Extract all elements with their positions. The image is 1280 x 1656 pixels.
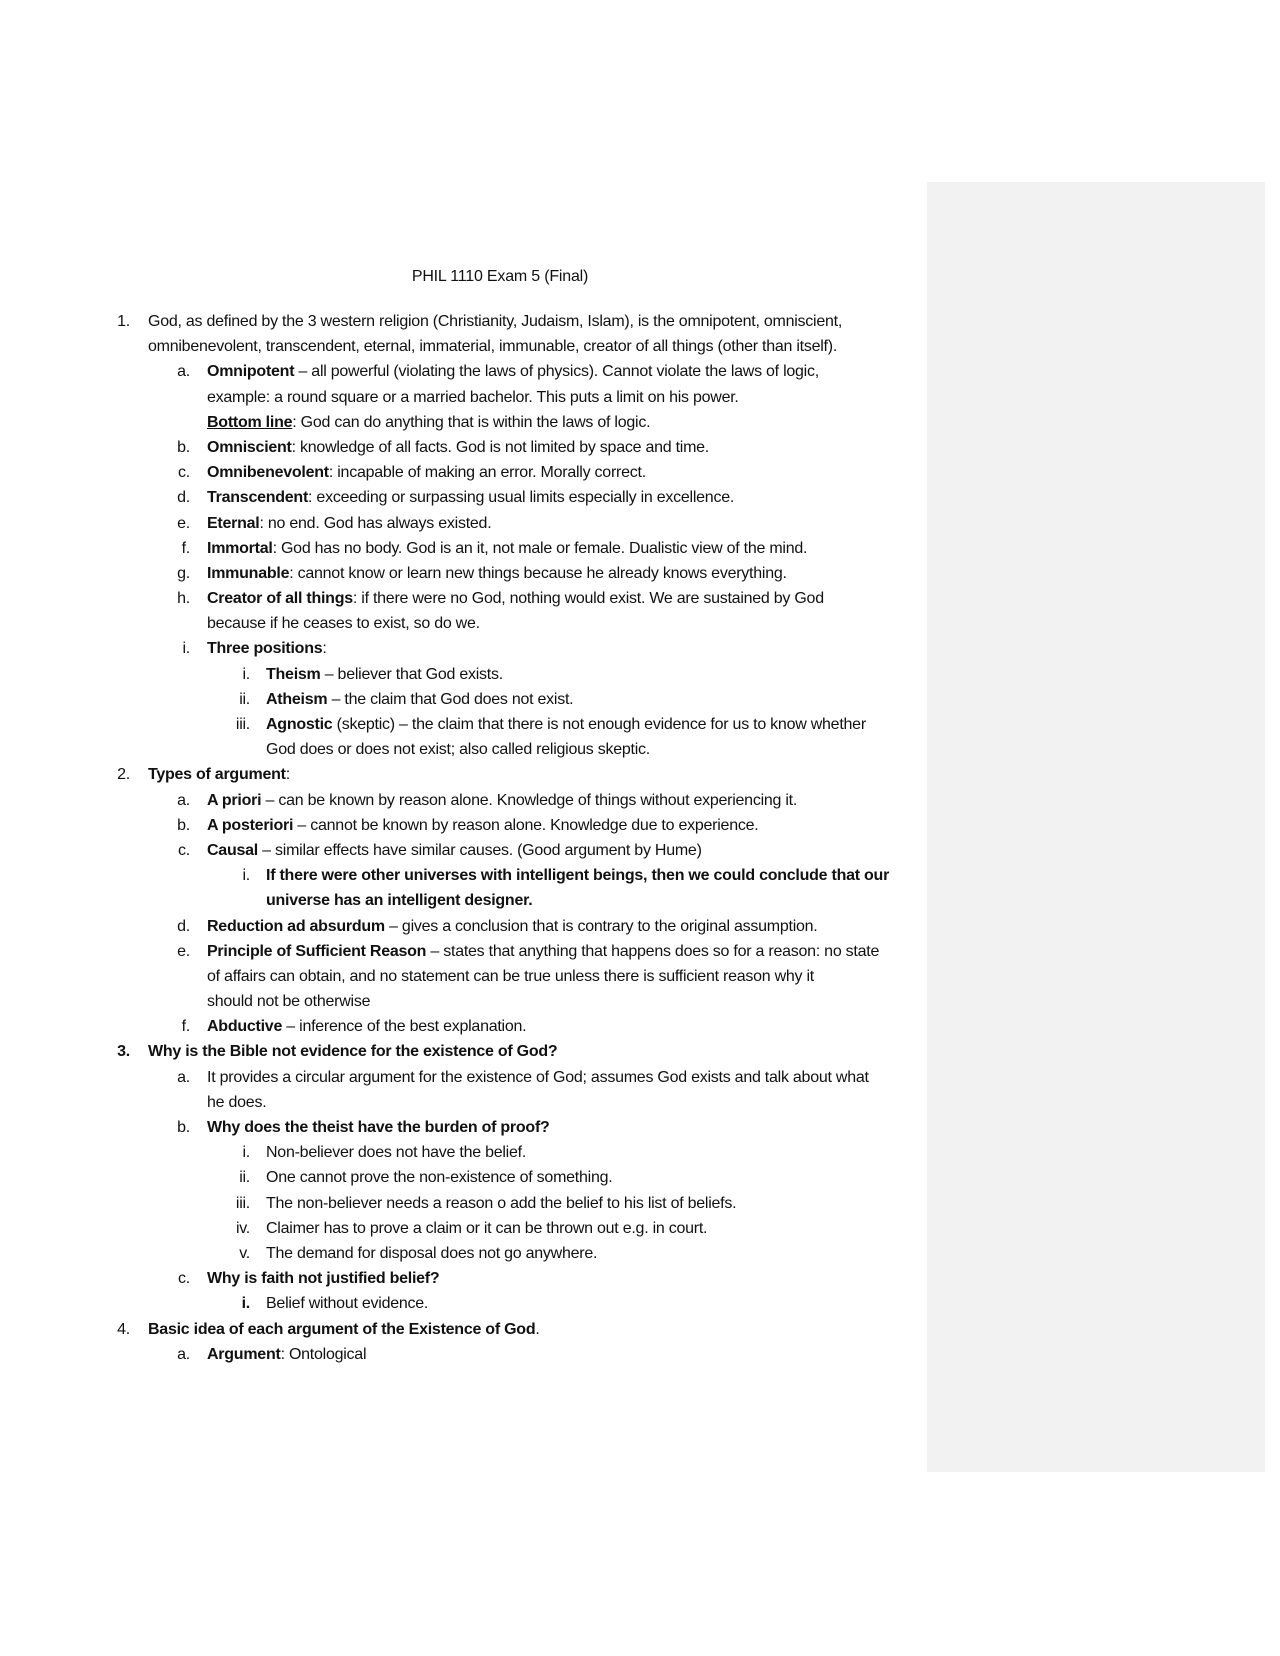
outline-line xyxy=(0,1090,930,1115)
text-run: The demand for disposal does not go anywhere. xyxy=(266,1244,598,1262)
line-text xyxy=(148,309,842,334)
line-text xyxy=(207,561,787,586)
line-text xyxy=(207,586,824,611)
outline-line xyxy=(0,1241,930,1266)
list-marker: c. xyxy=(178,464,190,482)
line-text xyxy=(266,888,532,913)
list-marker: a. xyxy=(177,363,190,381)
term-label: Why does the theist have the burden of proof? xyxy=(207,1119,550,1136)
term-label: Immortal xyxy=(207,539,273,557)
text-run: : no end. God has always existed. xyxy=(259,514,492,532)
term-label: Omnibenevolent xyxy=(207,464,329,482)
line-text xyxy=(207,536,807,561)
term-label: Three positions xyxy=(207,640,323,658)
term-label: A posteriori xyxy=(207,816,294,834)
text-run: – the claim that God does not exist. xyxy=(327,690,574,708)
outline-line xyxy=(0,1191,930,1216)
line-text xyxy=(207,964,814,989)
text-run: God does or does not exist; also called religious skeptic. xyxy=(266,741,650,759)
term-label: Theism xyxy=(266,665,321,683)
text-run: : cannot know or learn new things because he already knows everything. xyxy=(289,564,787,582)
outline-line xyxy=(0,1317,930,1342)
text-run: he does. xyxy=(207,1093,267,1111)
list-marker: i. xyxy=(242,665,250,683)
list-marker: i. xyxy=(242,1144,250,1162)
line-text xyxy=(207,914,818,939)
line-text xyxy=(266,662,503,687)
line-text xyxy=(266,1216,707,1241)
outline-line xyxy=(0,410,930,435)
outline-line xyxy=(0,334,930,359)
text-run: – believer that God exists. xyxy=(320,665,503,683)
line-text xyxy=(266,1241,597,1266)
line-text xyxy=(207,939,879,964)
line-text xyxy=(266,737,650,762)
list-marker: b. xyxy=(177,438,190,456)
text-run: : God can do anything that is within the laws of logic. xyxy=(292,413,651,431)
term-label: Abductive xyxy=(207,1018,283,1036)
line-text xyxy=(207,485,734,510)
outline-line xyxy=(0,1165,930,1190)
line-text xyxy=(207,1342,366,1367)
list-marker: d. xyxy=(177,489,190,507)
line-text xyxy=(207,989,370,1014)
outline-line xyxy=(0,964,930,989)
list-marker: v. xyxy=(239,1244,250,1262)
list-marker: b. xyxy=(177,816,190,834)
outline-line xyxy=(0,662,930,687)
outline-line xyxy=(0,1216,930,1241)
line-text xyxy=(148,1039,557,1064)
text-run: : xyxy=(285,766,290,784)
text-run: : Ontological xyxy=(280,1345,367,1363)
outline-line xyxy=(0,511,930,536)
text-run: Claimer has to prove a claim or it can be thrown out e.g. in court. xyxy=(266,1219,708,1237)
outline-line xyxy=(0,838,930,863)
line-text xyxy=(148,334,837,359)
line-text xyxy=(207,1090,266,1115)
list-marker: a. xyxy=(177,1068,190,1086)
text-run: omnibenevolent, transcendent, eternal, immaterial, immunable, creator of all things (other than itself). xyxy=(148,338,838,356)
outline-line xyxy=(0,385,930,410)
line-text xyxy=(266,712,866,737)
outline-line xyxy=(0,1342,930,1367)
text-run: example: a round square or a married bachelor. This puts a limit on his power. xyxy=(207,388,739,406)
text-run: – states that anything that happens does so for a reason: no state xyxy=(426,942,880,960)
list-marker: ii. xyxy=(239,1169,250,1187)
text-run: God, as defined by the 3 western religion (Christianity, Judaism, Islam), is the omnipotent, omniscient, xyxy=(148,313,843,330)
list-marker: i. xyxy=(241,1295,250,1313)
outline-line xyxy=(0,536,930,561)
page-title: PHIL 1110 Exam 5 (Final) xyxy=(411,268,589,285)
outline-line xyxy=(0,485,930,510)
text-run: – inference of the best explanation. xyxy=(282,1018,527,1036)
text-run: – similar effects have similar causes. (Good argument by Hume) xyxy=(257,841,702,859)
text-run: – can be known by reason alone. Knowledge of things without experiencing it. xyxy=(261,791,798,809)
outline-list xyxy=(0,309,930,1367)
text-run: because if he ceases to exist, so do we. xyxy=(207,615,480,633)
list-marker: e. xyxy=(177,514,190,532)
text-run: (skeptic) – the claim that there is not enough evidence for us to know whether xyxy=(332,716,866,733)
line-text xyxy=(148,762,290,787)
outline-line xyxy=(0,888,930,913)
line-text xyxy=(207,636,327,661)
list-marker: h. xyxy=(177,590,190,608)
term-label: A priori xyxy=(207,791,262,809)
line-text xyxy=(266,1291,428,1316)
text-run: – cannot be known by reason alone. Knowledge due to experience. xyxy=(293,816,759,834)
text-run: The non-believer needs a reason o add the belief to his list of beliefs. xyxy=(266,1194,737,1212)
outline-line xyxy=(0,1065,930,1090)
list-marker: g. xyxy=(177,564,190,582)
list-marker: iv. xyxy=(235,1219,250,1237)
list-marker: ii. xyxy=(239,690,250,708)
line-text xyxy=(266,863,889,888)
line-text xyxy=(207,1014,526,1039)
list-marker: f. xyxy=(181,1018,190,1036)
outline-line xyxy=(0,914,930,939)
outline-line xyxy=(0,435,930,460)
text-run: Non-believer does not have the belief. xyxy=(266,1144,527,1162)
term-label: Immunable xyxy=(207,564,290,582)
term-label: Omnipotent xyxy=(207,363,295,381)
term-label: Eternal xyxy=(207,514,260,532)
line-text xyxy=(266,1140,526,1165)
text-run: It provides a circular argument for the existence of God; assumes God exists and talk about what xyxy=(207,1068,869,1086)
term-label: Creator of all things xyxy=(207,590,353,608)
line-text xyxy=(207,385,739,410)
line-text xyxy=(207,1115,550,1140)
outline-line xyxy=(0,712,930,737)
outline-line xyxy=(0,1039,930,1064)
line-text xyxy=(207,460,646,485)
text-run: : exceeding or surpassing usual limits especially in excellence. xyxy=(308,489,735,507)
text-run: – all powerful (violating the laws of physics). Cannot violate the laws of logic, xyxy=(294,363,819,381)
list-marker: iii. xyxy=(235,1194,250,1212)
line-text xyxy=(148,1317,540,1342)
list-marker: e. xyxy=(177,942,190,960)
list-marker: c. xyxy=(178,1270,190,1288)
text-run: : God has no body. God is an it, not male or female. Dualistic view of the mind. xyxy=(272,539,808,557)
term-label: Causal xyxy=(207,841,258,859)
outline-line xyxy=(0,636,930,661)
term-label: Principle of Sufficient Reason xyxy=(207,942,427,960)
line-text xyxy=(207,511,491,536)
list-marker: a. xyxy=(177,1345,190,1363)
line-text xyxy=(207,435,709,460)
line-text xyxy=(207,838,702,863)
text-run: of affairs can obtain, and no statement can be true unless there is sufficient reason why it xyxy=(207,967,814,985)
outline-line xyxy=(0,1115,930,1140)
list-marker: b. xyxy=(177,1119,190,1136)
term-label: Transcendent xyxy=(207,489,309,507)
list-marker: iii. xyxy=(235,716,250,733)
term-label: Agnostic xyxy=(266,716,333,733)
line-text xyxy=(207,788,797,813)
comment-pane xyxy=(927,182,1265,1472)
list-marker: a. xyxy=(177,791,190,809)
text-run: One cannot prove the non-existence of something. xyxy=(266,1169,613,1187)
outline-line xyxy=(0,863,930,888)
outline-line xyxy=(0,611,930,636)
term-label: Why is faith not justified belief? xyxy=(207,1270,440,1288)
term-label: Why is the Bible not evidence for the existence of God? xyxy=(148,1043,558,1061)
list-marker: 1. xyxy=(117,313,130,330)
outline-line xyxy=(0,561,930,586)
text-run: : incapable of making an error. Morally correct. xyxy=(328,464,646,482)
outline-line xyxy=(0,460,930,485)
outline-line xyxy=(0,359,930,384)
line-text xyxy=(207,1266,439,1291)
text-run: : knowledge of all facts. God is not limited by space and time. xyxy=(291,438,709,456)
list-marker: f. xyxy=(181,539,190,557)
outline-line xyxy=(0,1291,930,1316)
term-label: Types of argument xyxy=(148,766,286,784)
line-text xyxy=(207,359,819,384)
outline-line xyxy=(0,737,930,762)
line-text xyxy=(207,611,480,636)
term-label: Atheism xyxy=(266,690,328,708)
list-marker: c. xyxy=(178,841,190,859)
list-marker: i. xyxy=(182,640,190,658)
outline-line xyxy=(0,989,930,1014)
outline-line xyxy=(0,586,930,611)
list-marker: 4. xyxy=(117,1320,130,1338)
outline-line xyxy=(0,1266,930,1291)
text-run: : if there were no God, nothing would exist. We are sustained by God xyxy=(352,590,824,608)
text-run: . xyxy=(535,1320,540,1338)
line-text xyxy=(266,1191,736,1216)
outline-line xyxy=(0,762,930,787)
term-label: Omniscient xyxy=(207,438,292,456)
term-label: Basic idea of each argument of the Existence of God xyxy=(148,1320,536,1338)
text-run: Belief without evidence. xyxy=(266,1295,429,1313)
term-label: If there were other universes with intelligent beings, then we could conclude that our xyxy=(266,867,890,885)
list-marker: 3. xyxy=(117,1043,130,1061)
outline-line xyxy=(0,813,930,838)
outline-line xyxy=(0,309,930,334)
list-marker: d. xyxy=(177,917,190,935)
list-marker: i. xyxy=(242,867,250,885)
outline-line xyxy=(0,939,930,964)
outline-line xyxy=(0,1140,930,1165)
outline-line xyxy=(0,687,930,712)
term-label: Bottom line xyxy=(207,413,293,431)
list-marker: 2. xyxy=(117,766,130,784)
line-text xyxy=(266,687,573,712)
line-text xyxy=(266,1165,612,1190)
text-run: : xyxy=(322,640,327,658)
outline-line xyxy=(0,788,930,813)
line-text xyxy=(207,410,650,435)
term-label: Argument xyxy=(207,1345,281,1363)
line-text xyxy=(207,1065,869,1090)
term-label: universe has an intelligent designer. xyxy=(266,892,533,910)
text-run: should not be otherwise xyxy=(207,993,371,1011)
outline-line xyxy=(0,1014,930,1039)
line-text xyxy=(207,813,758,838)
term-label: Reduction ad absurdum xyxy=(207,917,385,935)
text-run: – gives a conclusion that is contrary to the original assumption. xyxy=(384,917,818,935)
